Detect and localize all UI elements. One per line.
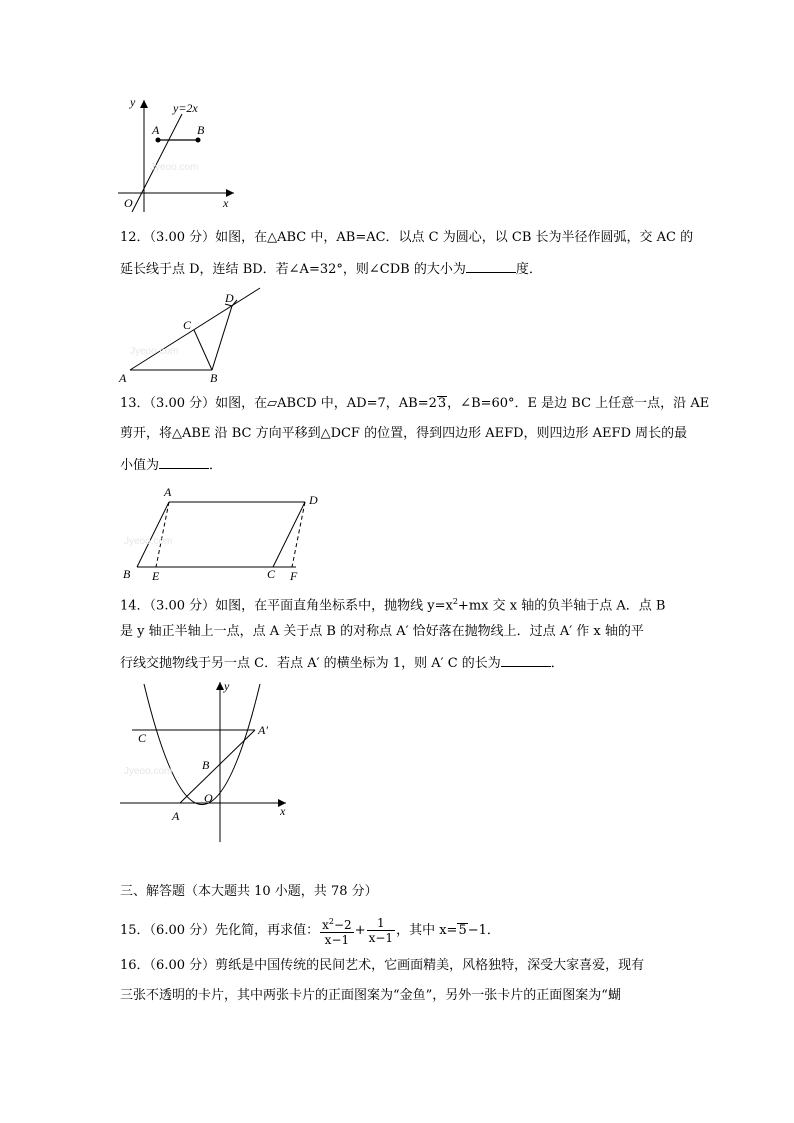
axis-x-label: x xyxy=(280,804,286,818)
sqrt-5: 5 xyxy=(458,923,467,938)
figure-q13 xyxy=(110,482,330,584)
point-a-label: A xyxy=(119,371,127,385)
answer-blank-q14[interactable] xyxy=(501,652,551,667)
axis-y-label: y xyxy=(224,679,230,693)
point-a-label: A xyxy=(164,485,172,499)
answer-blank-q13[interactable] xyxy=(159,454,209,469)
point-a-prime-label: A′ xyxy=(258,723,268,737)
q13-line3: 小值为 ． xyxy=(120,454,680,476)
figure-q11 xyxy=(110,90,250,220)
origin-label: O xyxy=(204,791,213,805)
point-e-label: E xyxy=(152,569,160,583)
watermark: Jyeoo.com xyxy=(150,162,199,173)
point-a-label: A xyxy=(152,123,160,137)
watermark: Jyeoo.com xyxy=(130,346,179,357)
q12-line1: 12．（3.00 分）如图，在△ABC 中，AB=AC．以点 C 为圆心，以 CB 长为半径作圆弧，交 AC 的 xyxy=(120,230,694,245)
q16-line2: 三张不透明的卡片，其中两张卡片的正面图案为“金鱼”，另外一张卡片的正面图案为“蝴 xyxy=(120,988,621,1003)
q14-line2: 是 y 轴正半轴上一点，点 A 关于点 B 的对称点 A′ 恰好落在抛物线上．过点 A′ 作 x 轴的平 xyxy=(120,624,644,639)
q13-line2: 剪开，将△ABE 沿 BC 方向平移到△DCF 的位置，得到四边形 AEFD，则四边形 AEFD 周长的最 xyxy=(120,426,688,441)
point-b-label: B xyxy=(197,123,205,137)
point-a-label: A xyxy=(172,809,180,823)
q16-line1: 16．（6.00 分）剪纸是中国传统的民间艺术，它画面精美，风格独特，深受大家喜爱，现有 xyxy=(120,958,645,973)
figure-q12 xyxy=(110,282,270,388)
point-f-label: F xyxy=(290,569,298,583)
sqrt-3: 3 xyxy=(437,396,447,411)
fraction-2: $\frac{1}{x-1}$ xyxy=(368,916,394,945)
q15-line: 15．（6.00 分）先化简，再求值： $\frac{x^2-2}{x-1}$ + $\frac{1}{x-1}$ ，其中 x=5−1． xyxy=(120,916,500,947)
axis-y-label: y xyxy=(130,95,136,109)
point-c-label: C xyxy=(138,731,147,745)
point-d-label: D xyxy=(309,493,318,507)
point-d-label: D xyxy=(225,291,234,305)
watermark: Jyeoo.com xyxy=(124,766,173,777)
fraction-1: $\frac{x^2-2}{x-1}$ xyxy=(322,916,352,947)
axis-x-label: x xyxy=(223,196,229,210)
watermark: Jyeoo.com xyxy=(124,536,173,547)
point-b-label: B xyxy=(210,371,218,385)
answer-blank-q12[interactable] xyxy=(466,258,516,273)
point-c-label: C xyxy=(183,318,192,332)
point-c-label: C xyxy=(267,567,276,581)
point-b-label: B xyxy=(123,567,131,581)
origin-label: O xyxy=(124,196,133,210)
q12-line2: 延长线于点 D，连结 BD．若∠A=32°，则∠CDB 的大小为 度． xyxy=(120,258,680,280)
q13-line1: 13．（3.00 分）如图，在▱ABCD 中，AD=7，AB=23，∠B=60°．E 是边 BC 上任意一点，沿 AE xyxy=(120,396,710,411)
q14-line1: 14．（3.00 分）如图，在平面直角坐标系中，抛物线 $y=x^2+mx$ 交 x 轴的负半轴于点 A．点 B xyxy=(120,597,666,614)
q14-line3: 行线交抛物线于另一点 C．若点 A′ 的横坐标为 1，则 A′ C 的长为 ． xyxy=(120,652,680,674)
point-b-label: B xyxy=(202,758,210,772)
figure-q14 xyxy=(110,676,300,846)
line-label: y=2x xyxy=(173,101,198,115)
section3-title: 三、解答题（本大题共 10 小题，共 78 分） xyxy=(120,884,378,899)
